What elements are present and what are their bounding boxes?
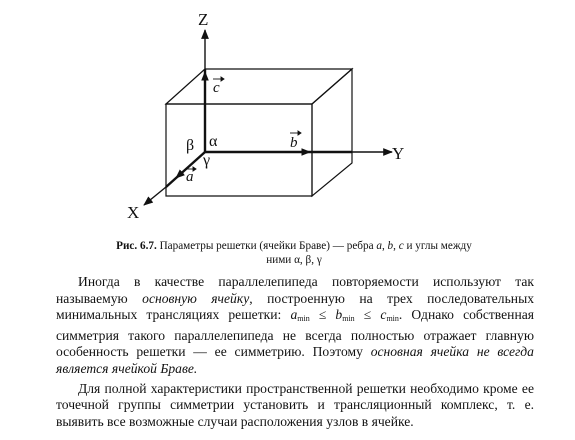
min-c: c [380,307,387,323]
p1-italic-conclusion: основная ячейка не всегда является ячейкой Браве. [56,344,534,376]
c-vector-label: c [213,80,220,96]
top-face [166,69,352,104]
b-vector-label: b [290,135,298,151]
figure-caption: Рис. 6.7. Параметры решетки (ячейки Браве) — ребра a, b, c и углы между ними α, β, γ [116,240,472,266]
min-a-sub: min [297,314,310,324]
alpha-angle-label: α [209,133,218,150]
a-vector-label: a [186,169,194,185]
le-1: ≤ [318,307,327,323]
min-b: b [335,307,343,323]
z-axis-label: Z [198,10,209,29]
caption-text-after: и углы между [406,240,472,252]
p1-text-3: . Однако собственная симметрия такого параллелепипеда не всегда полностью отражает главную особенность решетки — ее симметрию. Поэтому [56,307,535,360]
right-face [312,69,352,196]
le-2: ≤ [363,307,372,323]
x-axis-line [144,187,166,205]
beta-angle-label: β [186,137,195,154]
caption-vec-a: a [376,240,382,252]
caption-vec-b: b [387,240,394,252]
gamma-angle-label: γ [203,152,211,169]
body-text [56,274,534,430]
caption-line2: ними α, β, γ [266,254,322,266]
x-axis-label: X [127,203,140,222]
p1-italic-term: основную ячейку [142,290,250,306]
p1-text-2: , построенную на трех последовательных минимальных трансляциях решетки: [56,290,534,323]
caption-vec-c: c [398,240,404,252]
min-a: a [290,307,298,323]
min-b-sub: min [342,314,355,324]
min-c-sub: min [386,314,399,324]
caption-text-before: Параметры решетки (ячейки Браве) — ребра [159,240,374,252]
p1-text: Иногда в качестве параллелепипеда повторяемости используют так называемую [56,274,534,306]
caption-number: Рис. 6.7. [116,240,157,252]
paragraph-1 [56,274,534,378]
paragraph-2: Для полной характеристики пространственной решетки необходимо кроме ее точечной группы симметрии установить и трансляционный комплекс, т. е. выявить все возможные случаи расположения узлов в ячейке. [56,380,534,429]
y-axis-label: Y [392,144,405,163]
a-vector-arrow [176,169,186,178]
